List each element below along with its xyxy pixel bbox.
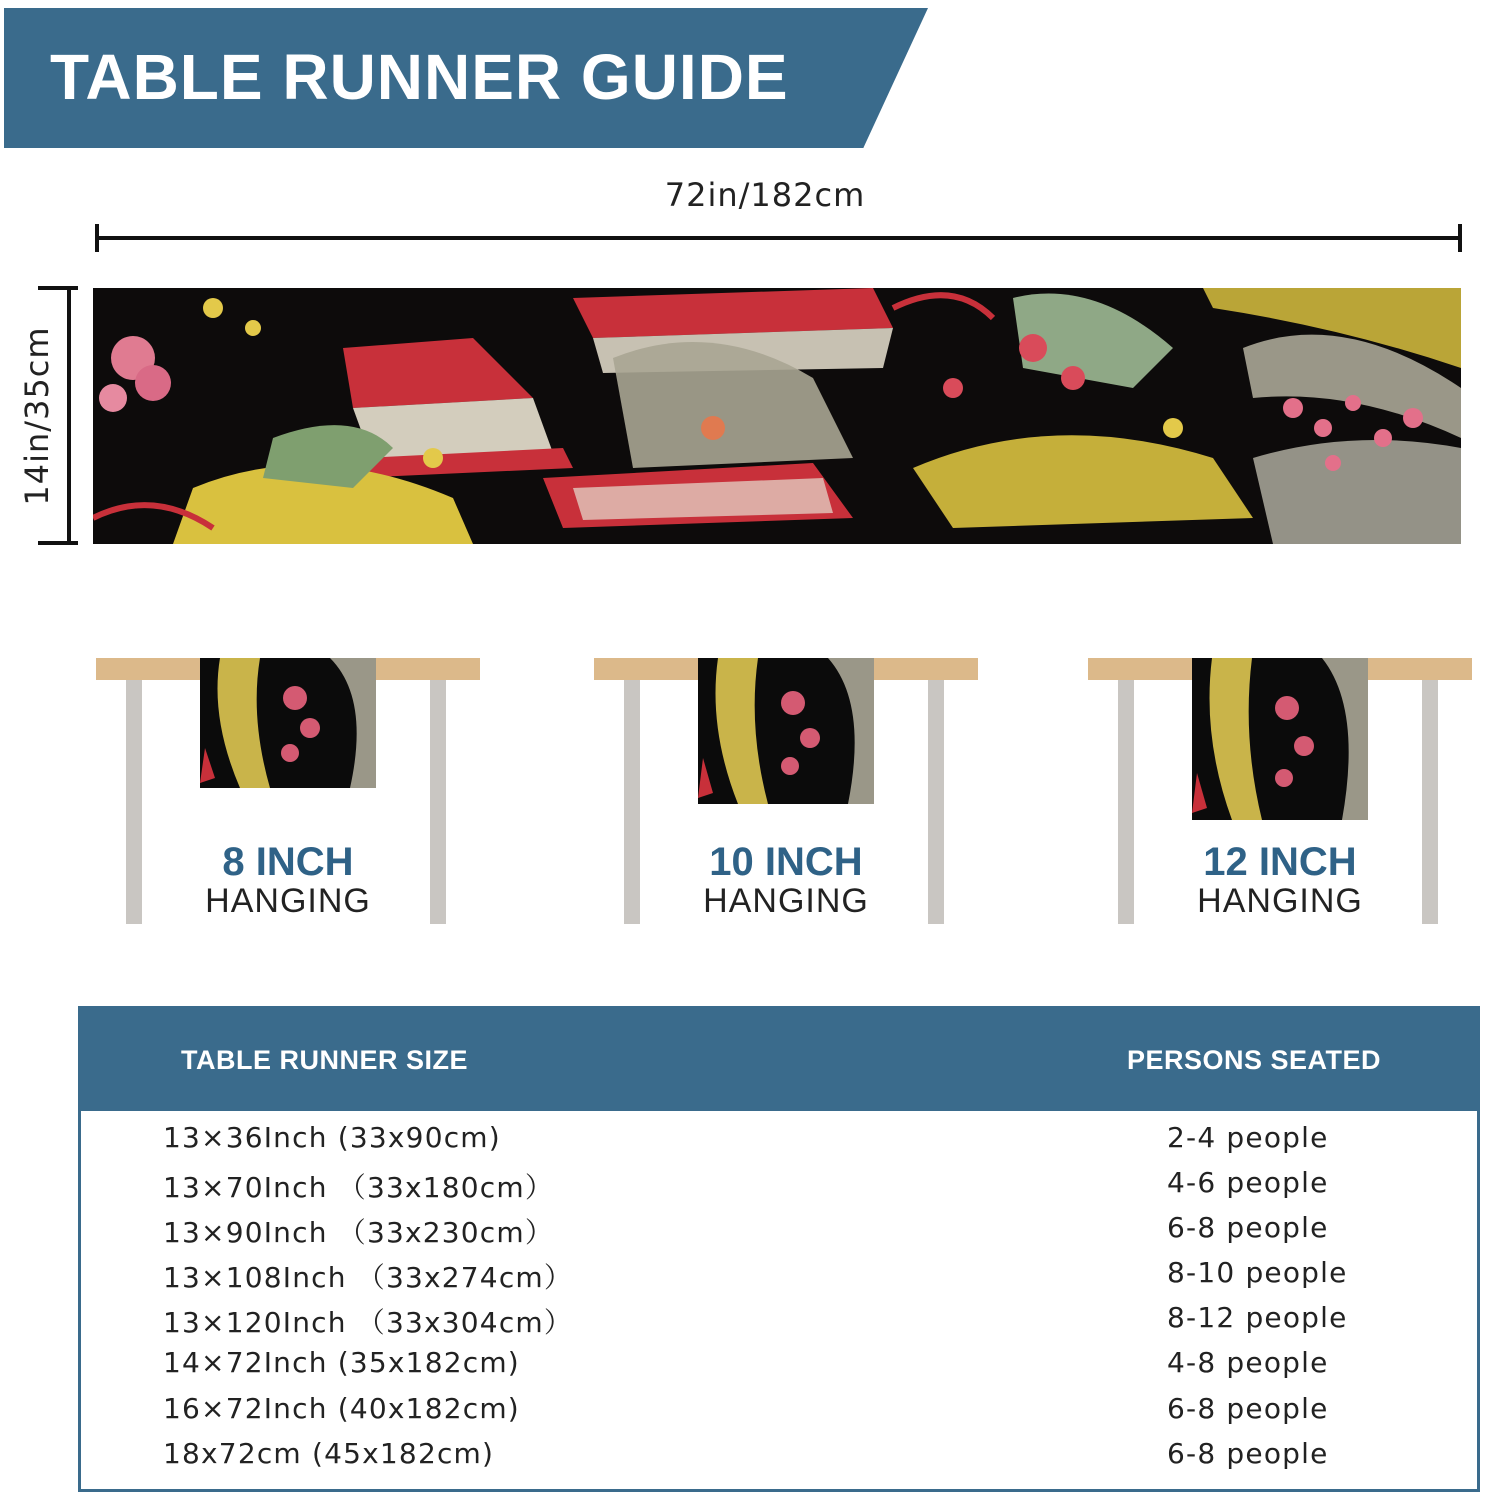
table-row <box>81 1346 1477 1390</box>
hanging-length: 10 INCH <box>709 840 863 884</box>
persons-seated-cell: 4-6 people <box>1167 1166 1329 1199</box>
persons-seated-cell: 2-4 people <box>1167 1121 1329 1154</box>
header-table-runner-size: TABLE RUNNER SIZE <box>181 1045 469 1075</box>
hanging-label: HANGING <box>205 882 371 920</box>
hanging-runner-swatch <box>200 658 376 788</box>
hanging-illustration-8-inch <box>96 658 480 924</box>
runner-size-cell: 13×70Inch （33x180cm） <box>163 1171 555 1204</box>
width-dimension-label: 72in/182cm <box>664 176 866 214</box>
persons-seated-cell: 8-12 people <box>1167 1301 1348 1334</box>
pagoda-floral-pattern <box>93 288 1461 544</box>
runner-size-cell: 14×72Inch (35x182cm) <box>163 1346 520 1379</box>
runner-size-cell: 13×36Inch (33x90cm) <box>163 1121 501 1154</box>
runner-size-cell: 18x72cm (45x182cm) <box>163 1437 495 1470</box>
persons-seated-cell: 6-8 people <box>1167 1211 1329 1244</box>
hanging-label: HANGING <box>1197 882 1363 920</box>
hanging-length: 12 INCH <box>1203 840 1357 884</box>
runner-size-cell: 13×90Inch （33x230cm） <box>163 1216 555 1249</box>
hanging-runner-swatch <box>1192 658 1368 820</box>
persons-seated-cell: 4-8 people <box>1167 1346 1329 1379</box>
width-dimension-cap-left <box>95 224 99 252</box>
height-dimension-cap-top <box>38 286 78 290</box>
width-dimension-cap-right <box>1458 224 1462 252</box>
table-row <box>81 1392 1477 1436</box>
height-dimension-line <box>67 288 71 544</box>
table-row <box>81 1301 1477 1345</box>
hanging-runner-swatch <box>698 658 874 804</box>
size-table-header <box>81 1009 1477 1111</box>
hanging-illustration-10-inch <box>594 658 978 924</box>
page-title: TABLE RUNNER GUIDE <box>50 41 789 113</box>
height-dimension-cap-bottom <box>38 541 78 545</box>
hanging-length: 8 INCH <box>222 840 354 884</box>
table-row <box>81 1166 1477 1210</box>
runner-size-cell: 13×120Inch （33x304cm） <box>163 1306 574 1339</box>
size-table <box>78 1006 1480 1492</box>
persons-seated-cell: 6-8 people <box>1167 1437 1329 1470</box>
width-dimension-line <box>96 236 1462 240</box>
height-dimension-label: 14in/35cm <box>18 326 56 506</box>
table-row <box>81 1437 1477 1481</box>
table-runner-pattern-image <box>93 288 1461 544</box>
runner-size-cell: 13×108Inch （33x274cm） <box>163 1261 574 1294</box>
persons-seated-cell: 6-8 people <box>1167 1392 1329 1425</box>
header-persons-seated: PERSONS SEATED <box>1127 1045 1382 1075</box>
runner-size-cell: 16×72Inch (40x182cm) <box>163 1392 520 1425</box>
hanging-label: HANGING <box>703 882 869 920</box>
table-row <box>81 1256 1477 1300</box>
persons-seated-cell: 8-10 people <box>1167 1256 1348 1289</box>
table-row <box>81 1211 1477 1255</box>
table-row <box>81 1121 1477 1165</box>
hanging-illustration-12-inch <box>1088 658 1472 924</box>
